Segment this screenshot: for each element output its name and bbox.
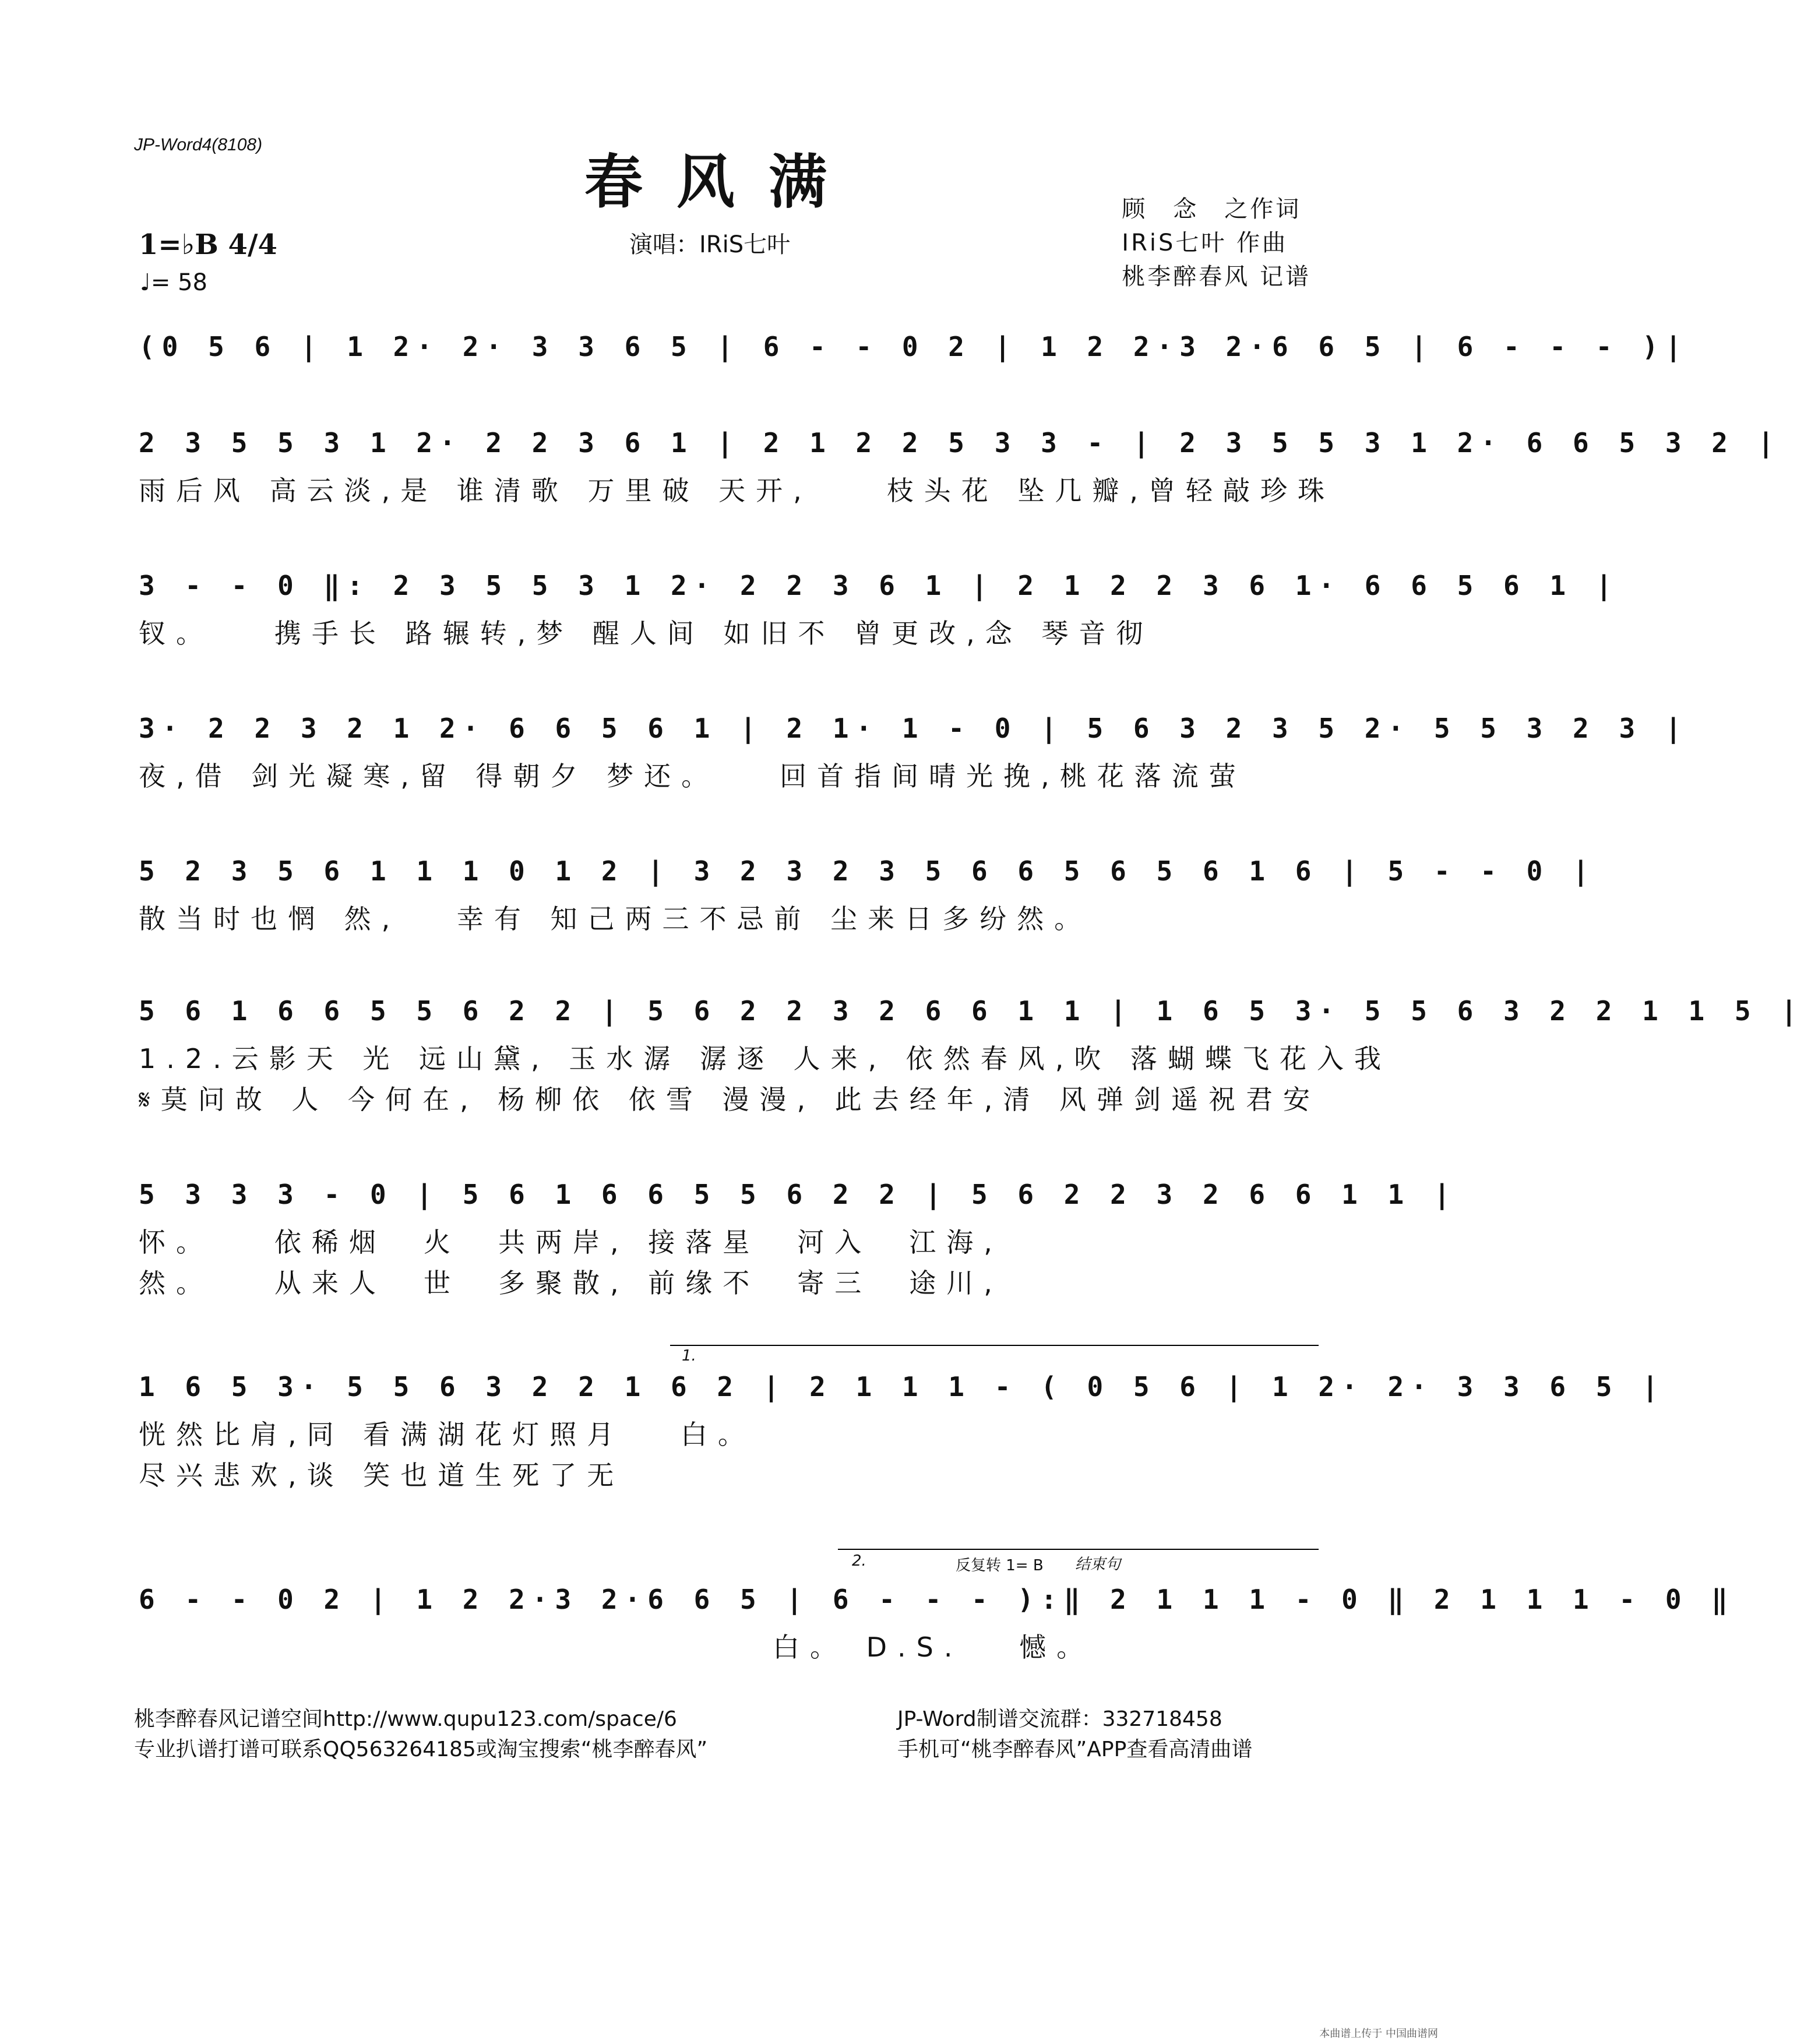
- key-signature: 1=♭B 4/4: [139, 228, 277, 261]
- footer-contact: 专业扒谱打谱可联系QQ563264185或淘宝搜索“桃李醉春风”: [134, 1738, 708, 1761]
- lyric-line-verse-1: 恍然比肩,同 看满湖花灯照月 白。: [139, 1419, 755, 1450]
- system-8: [139, 1369, 1665, 1493]
- volta-2-label: 2.: [852, 1552, 866, 1570]
- lyric-line-verse-2: 𝄋莫问故 人 今何在, 杨柳依 依雪 漫漫, 此去经年,清 风弹剑遥祝君安: [139, 1084, 1321, 1115]
- singer-label: 演唱：IRiS七叶: [629, 231, 791, 258]
- lyric-line: 夜,借 剑光凝寒,留 得朝夕 梦还。 回首指间晴光挽,桃花落流萤: [139, 760, 1246, 792]
- lyric-line: 雨后风 高云淡,是 谁清歌 万里破 天开, 枝头花 坠几瓣,曾轻敲珍珠: [139, 475, 1335, 506]
- footer-app: 手机可“桃李醉春风”APP查看高清曲谱: [897, 1738, 1253, 1761]
- footer-group: JP-Word制谱交流群：332718458: [897, 1707, 1222, 1731]
- coda-label: 结束句: [1075, 1556, 1121, 1573]
- system-9: [139, 1582, 1735, 1665]
- lyric-line-verse-1: 怀。 依稀烟 火 共两岸, 接落星 河入 江海,: [139, 1227, 1003, 1258]
- system-3: [139, 568, 1619, 651]
- composer: IRiS七叶 作曲: [1122, 230, 1288, 256]
- lyricist: 顾 念 之作词: [1122, 196, 1302, 223]
- notes-line: 6 - - 0 2 | 1 2 2·3 2·6 6 5 | 6 - - - ):‖ 2 1 1 1 - 0 ‖ 2 1 1 1 - 0 ‖: [139, 1584, 1735, 1615]
- lyric-line-verse-2: 尽兴悲欢,谈 笑也道生死了无: [139, 1460, 625, 1491]
- lyric-line: 钗。 携手长 路辗转,梦 醒人间 如旧不 曾更改,念 琴音彻: [139, 618, 1154, 649]
- repeat-key-change: 反复转 1= B: [956, 1557, 1044, 1574]
- system-5: [139, 854, 1596, 936]
- lyric-line-verse-2: 然。 从来人 世 多聚散, 前缘不 寄三 途川,: [139, 1267, 1003, 1299]
- notes-line: 3· 2 2 3 2 1 2· 6 6 5 6 1 | 2 1· 1 - 0 | 5 6 3 2 3 5 2· 5 5 3 2 3 |: [139, 713, 1689, 744]
- watermark: 本曲谱上传于 中国曲谱网: [1319, 2028, 1438, 2040]
- credits: [1122, 192, 1311, 294]
- system-2: [139, 425, 1781, 508]
- lyric-line: 白。 D.S. 憾。: [139, 1631, 1094, 1663]
- notes-line: 2 3 5 5 3 1 2· 2 2 3 6 1 | 2 1 2 2 5 3 3 - | 2 3 5 5 3 1 2· 6 6 5 3 2 |: [139, 427, 1781, 459]
- lyric-line: 散当时也惘 然, 幸有 知己两三不忌前 尘来日多纷然。: [139, 903, 1092, 935]
- volta-1-bracket: [670, 1345, 1319, 1346]
- notes-line: 5 3 3 3 - 0 | 5 6 1 6 6 5 5 6 2 2 | 5 6 2 2 3 2 6 6 1 1 |: [139, 1179, 1457, 1210]
- volta-2-bracket: [838, 1549, 1319, 1550]
- notes-line: 5 6 1 6 6 5 5 6 2 2 | 5 6 2 2 3 2 6 6 1 1 | 1 6 5 3· 5 5 6 3 2 2 1 1 5 |: [139, 995, 1804, 1027]
- system-4: [139, 711, 1689, 794]
- notes-line: 3 - - 0 ‖: 2 3 5 5 3 1 2· 2 2 3 6 1 | 2 1 2 2 3 6 1· 6 6 5 6 1 |: [139, 570, 1619, 601]
- tempo-mark: ♩= 58: [140, 269, 207, 296]
- footer-space-link[interactable]: 桃李醉春风记谱空间http://www.qupu123.com/space/6: [134, 1707, 677, 1731]
- system-7: [139, 1177, 1457, 1301]
- software-label: JP-Word4(8108): [134, 135, 263, 154]
- system-1: [139, 329, 1689, 364]
- transcriber: 桃李醉春风 记谱: [1122, 263, 1311, 290]
- footer-left: [134, 1704, 707, 1765]
- system-6: [139, 993, 1804, 1117]
- lyric-line-verse-1: 1.2.云影天 光 远山黛, 玉水潺 潺逐 人来, 依然春风,吹 落蝴蝶飞花入我: [139, 1043, 1391, 1074]
- footer-right: [897, 1704, 1252, 1765]
- notes-line: 1 6 5 3· 5 5 6 3 2 2 1 6 2 | 2 1 1 1 - ( 0 5 6 | 1 2· 2· 3 3 6 5 |: [139, 1371, 1665, 1402]
- volta-1-label: 1.: [682, 1347, 696, 1365]
- notes-line: 5 2 3 5 6 1 1 1 0 1 2 | 3 2 3 2 3 5 6 6 5 6 5 6 1 6 | 5 - - 0 |: [139, 855, 1596, 887]
- notes-line: (0 5 6 | 1 2· 2· 3 3 6 5 | 6 - - 0 2 | 1 2 2·3 2·6 6 5 | 6 - - - )|: [139, 331, 1689, 362]
- song-title: 春风满: [584, 147, 861, 216]
